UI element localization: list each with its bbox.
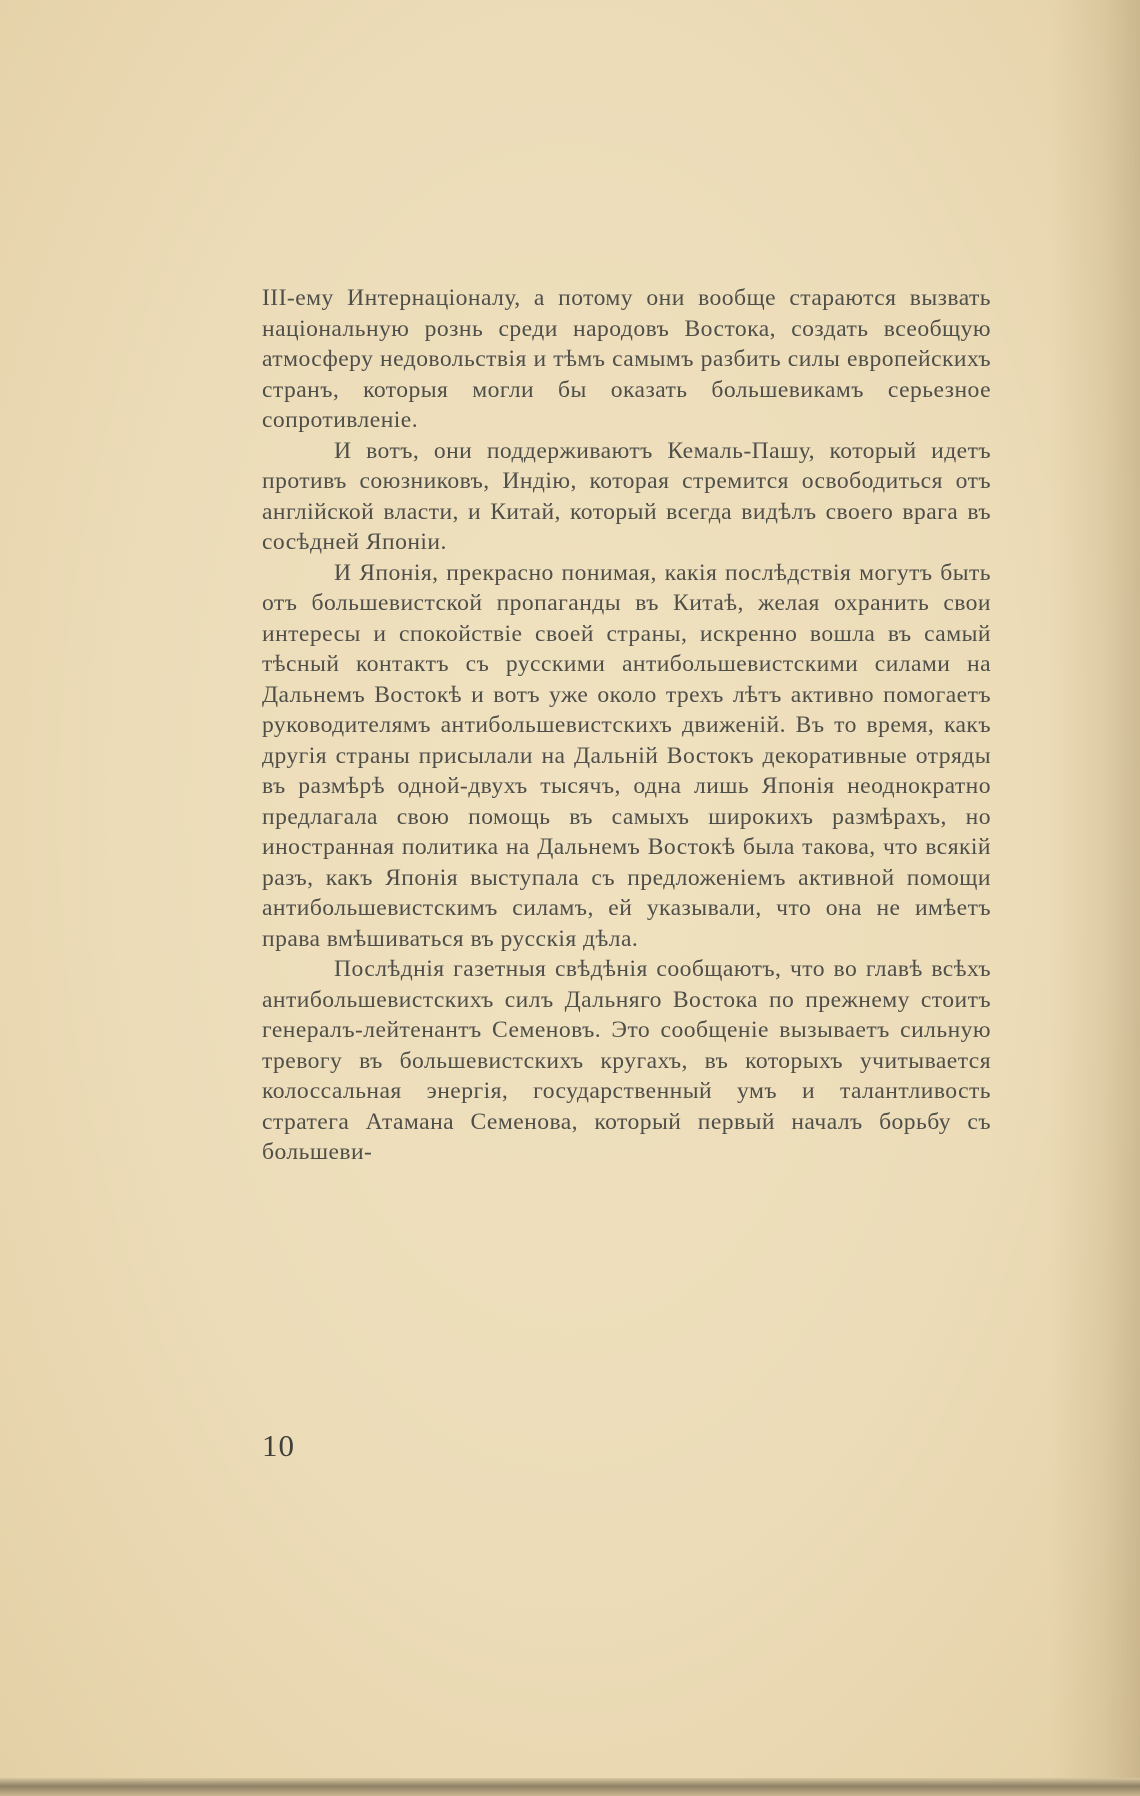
page-number: 10 — [262, 1428, 295, 1463]
paragraph-2: И вотъ, они поддерживаютъ Кемаль-Пашу, который идетъ противъ союзниковъ, Индію, которая стремится освободиться отъ англійской власти, и Китай, который всегда видѣлъ своего врага въ сосѣдней Японіи. — [262, 437, 991, 555]
paragraph-3: И Японія, прекрасно понимая, какія послѣдствія могутъ быть отъ большевистской пропаганды въ Китаѣ, желая охранить свои интересы и спокойствіе своей страны, искренно вошла въ самый тѣсный контактъ съ русскими антибольшевистскими силами на Дальнемъ Востокѣ и вотъ уже около трехъ лѣтъ активно помогаетъ руководителямъ антибольшевистскихъ движеній. Въ то время, какъ другія страны присылали на Дальній Востокъ декоративные отряды въ размѣрѣ одной-двухъ тысячъ, одна лишь Японія неоднократно предлагала свою помощь въ самыхъ широкихъ размѣрахъ, но иностранная политика на Дальнемъ Востокѣ была такова, что всякій разъ, какъ Японія выступала съ предложеніемъ активной помощи антибольшевистскимъ силамъ, ей указывали, что она не имѣетъ права вмѣшиваться въ русскія дѣла. — [262, 559, 991, 952]
paragraph-1: III-ему Интернаціоналу, а потому они вообще стараются вызвать національную рознь среди народовъ Востока, создать всеобщую атмосферу недовольствія и тѣмъ самымъ разбить силы европейскихъ странъ, которыя могли бы оказать большевикамъ серьезное сопротивленіе. — [262, 285, 991, 433]
paragraph-4: Послѣднія газетныя свѣдѣнія сообщаютъ, что во главѣ всѣхъ антибольшевистскихъ силъ Дальняго Востока по прежнему стоитъ генералъ-лейтенантъ Семеновъ. Это сообщеніе вызываетъ сильную тревогу въ большевистскихъ кругахъ, въ которыхъ учитывается колоссальная энергія, государственный умъ и талантливость стратега Атамана Семенова, который первый началъ борьбу съ большеви- — [262, 956, 991, 1165]
body-text — [262, 283, 991, 1168]
page-edge-shadow — [1050, 0, 1140, 1796]
page-bottom-edge — [0, 1778, 1140, 1796]
